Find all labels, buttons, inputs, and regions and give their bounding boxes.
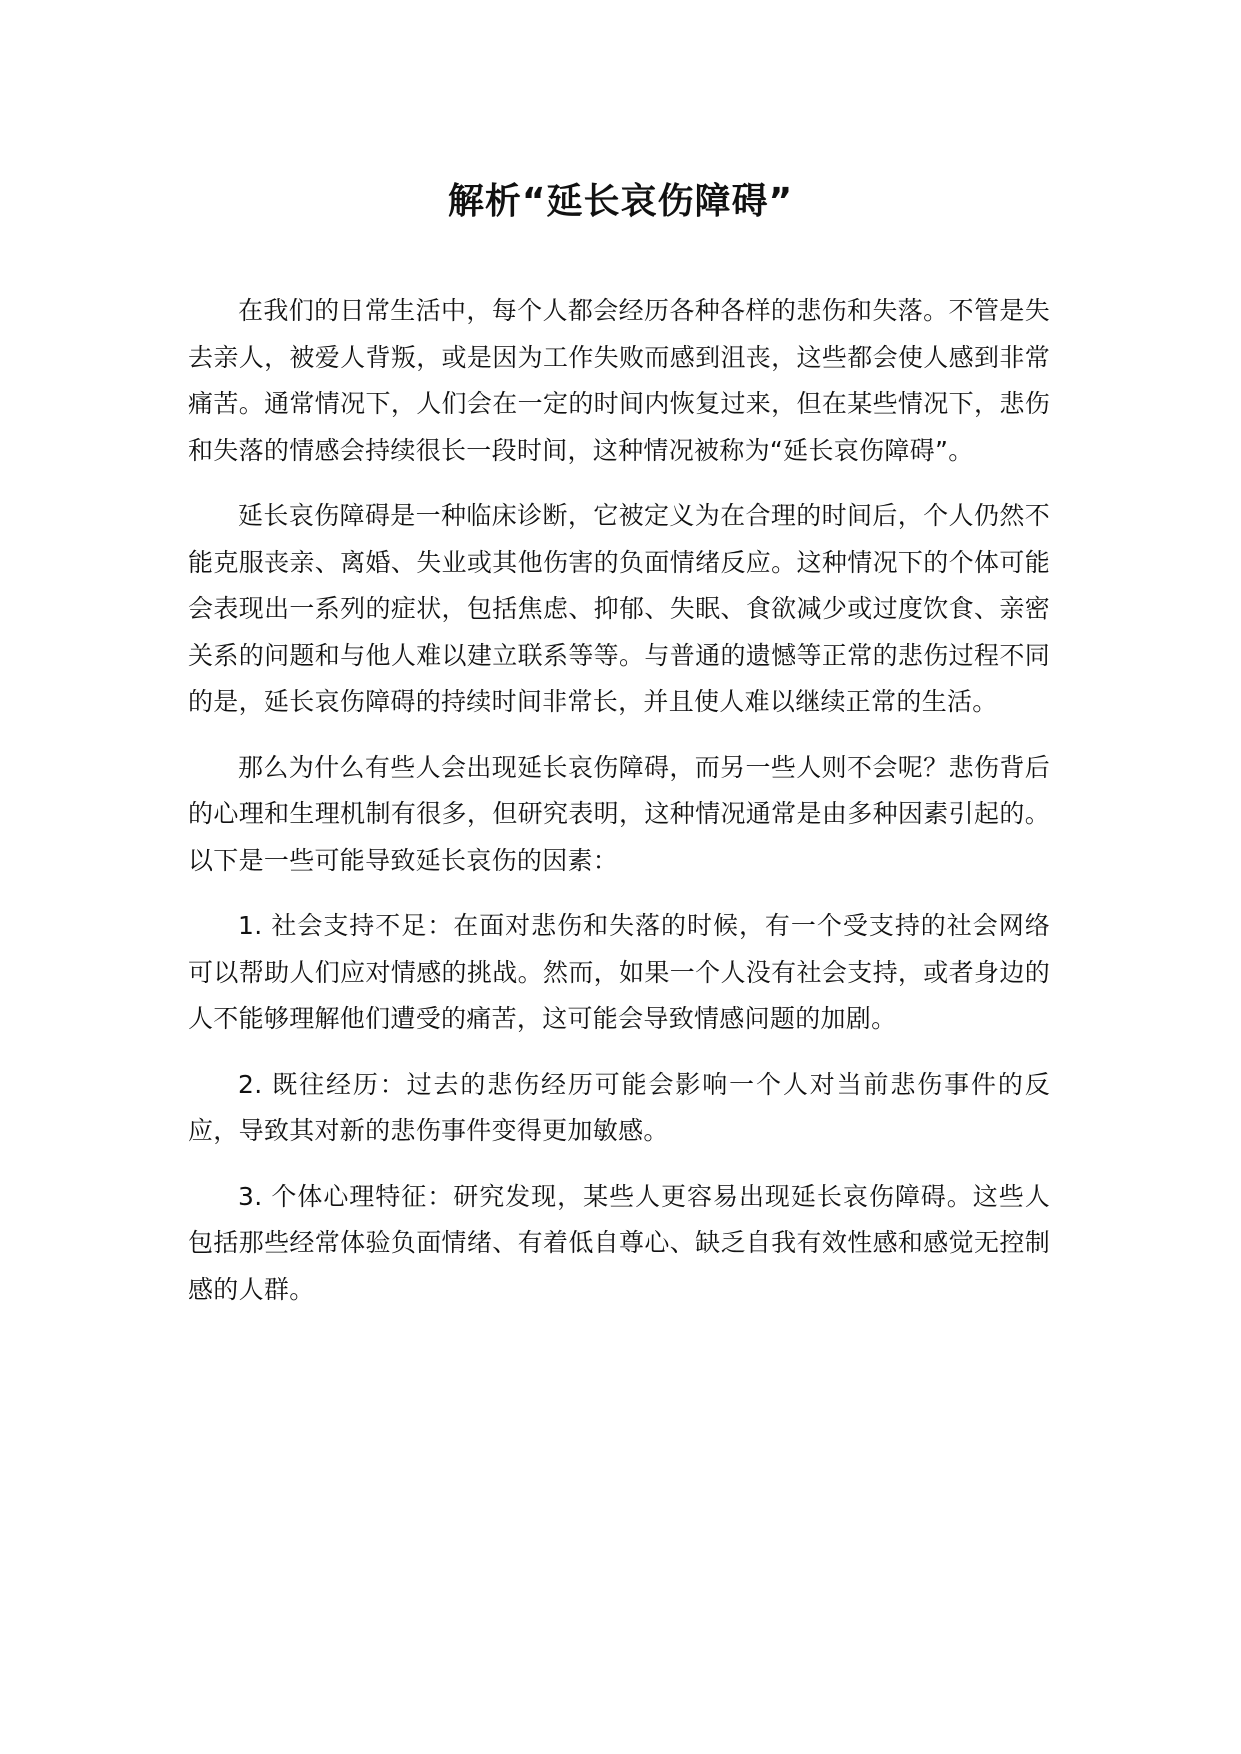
document-title: 解析“延长哀伤障碍” bbox=[447, 181, 794, 222]
paragraph-factor-psychology: 3. 个体心理特征：研究发现，某些人更容易出现延长哀伤障碍。这些人包括那些经常体验负面情绪、有着低自尊心、缺乏自我有效性感和感觉无控制感的人群。 bbox=[188, 1181, 1050, 1304]
document-body bbox=[188, 288, 1050, 1332]
paragraph-intro: 在我们的日常生活中，每个人都会经历各种各样的悲伤和失落。不管是失去亲人，被爱人背叛，或是因为工作失败而感到沮丧，这些都会使人感到非常痛苦。通常情况下，人们会在一定的时间内恢复过来，但在某些情况下，悲伤和失落的情感会持续很长一段时间，这种情况被称为“延长哀伤障碍”。 bbox=[188, 296, 1050, 465]
paragraph-factor-past-experience: 2. 既往经历：过去的悲伤经历可能会影响一个人对当前悲伤事件的反应，导致其对新的悲伤事件变得更加敏感。 bbox=[188, 1069, 1050, 1145]
paragraph-factor-social-support: 1. 社会支持不足：在面对悲伤和失落的时候，有一个受支持的社会网络可以帮助人们应对情感的挑战。然而，如果一个人没有社会支持，或者身边的人不能够理解他们遭受的痛苦，这可能会导致情感问题的加剧。 bbox=[188, 911, 1050, 1033]
paragraph-definition: 延长哀伤障碍是一种临床诊断，它被定义为在合理的时间后，个人仍然不能克服丧亲、离婚、失业或其他伤害的负面情绪反应。这种情况下的个体可能会表现出一系列的症状，包括焦虑、抑郁、失眠、食欲减少或过度饮食、亲密关系的问题和与他人难以建立联系等等。与普通的遗憾等正常的悲伤过程不同的是，延长哀伤障碍的持续时间非常长，并且使人难以继续正常的生活。 bbox=[188, 501, 1050, 716]
paragraph-causes-intro: 那么为什么有些人会出现延长哀伤障碍，而另一些人则不会呢？悲伤背后的心理和生理机制有很多，但研究表明，这种情况通常是由多种因素引起的。以下是一些可能导致延长哀伤的因素： bbox=[188, 752, 1050, 875]
